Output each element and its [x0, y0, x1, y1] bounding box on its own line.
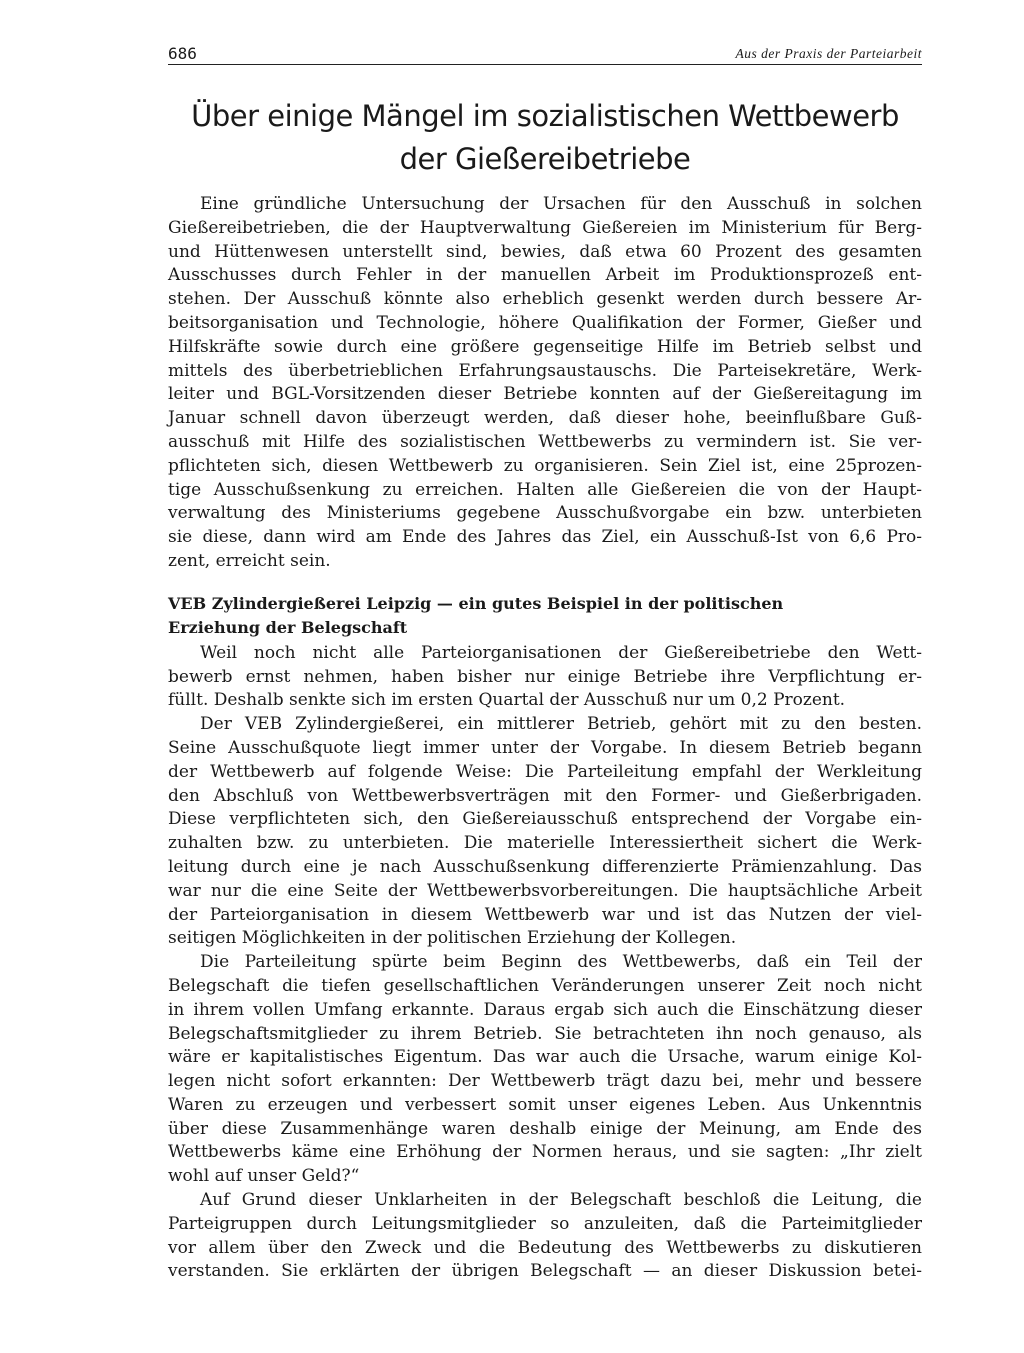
title-line: der Gießereibetriebe: [399, 142, 691, 176]
text-line: Weil noch nicht alle Parteiorganisationen der Gießereibetriebe den Wett-: [200, 642, 922, 663]
title-line: Über einige Mängel im sozialistischen Wettbewerb: [191, 99, 899, 133]
text-line: Die Parteileitung spürte beim Beginn des Wettbewerbs, daß ein Teil der: [200, 952, 922, 973]
text-line: der Parteiorganisation in diesem Wettbewerb war und ist das Nutzen der viel-: [168, 904, 922, 925]
text-line: verwaltung des Ministeriums gegebene Ausschußvorgabe ein bzw. unterbieten: [168, 503, 922, 524]
running-header: [168, 38, 922, 65]
text-line: Januar schnell davon überzeugt werden, daß dieser hohe, beeinflußbare Guß-: [168, 408, 922, 429]
intro-paragraph: [168, 193, 922, 574]
text-line: tige Ausschußsenkung zu erreichen. Halten alle Gießereien die von der Haupt-: [168, 479, 922, 500]
text-line: wohl auf unser Geld?“: [168, 1166, 360, 1187]
text-line: sie diese, dann wird am Ende des Jahres das Ziel, ein Ausschuß-Ist von 6,6 Pro-: [168, 527, 922, 548]
text-line: bewerb ernst nehmen, haben bisher nur einige Betriebe ihre Verpflichtung er-: [168, 666, 922, 687]
text-line: den Abschluß von Wettbewerbsverträgen mit den Former- und Gießerbrigaden.: [168, 785, 922, 806]
book-page: [168, 38, 922, 1284]
text-line: verstanden. Sie erklärten der übrigen Belegschaft — an dieser Diskussion betei-: [168, 1261, 922, 1282]
text-line: war nur die eine Seite der Wettbewerbsvorbereitungen. Die hauptsächliche Arbeit: [168, 880, 922, 901]
text-line: zuhalten bzw. zu unterbieten. Die materielle Interessiertheit sichert die Werk-: [168, 833, 922, 854]
body-paragraph-4: [168, 1189, 922, 1284]
text-line: wäre er kapitalistisches Eigentum. Das war auch die Ursache, warum einige Kol-: [168, 1047, 922, 1068]
body-paragraph-1: [168, 642, 922, 713]
text-line: über diese Zusammenhänge waren deshalb einige der Meinung, am Ende des: [168, 1118, 922, 1139]
running-title: Aus der Praxis der Parteiarbeit: [735, 46, 922, 61]
text-line: seitigen Möglichkeiten in der politischen Erziehung der Kollegen.: [168, 928, 737, 949]
text-line: Belegschaftsmitglieder zu ihrem Betrieb. Sie betrachteten ihn noch genauso, als: [168, 1023, 922, 1044]
text-line: leiter und BGL-Vorsitzenden dieser Betriebe konnten auf der Gießereitagung im: [168, 384, 922, 405]
text-line: legen nicht sofort erkannten: Der Wettbewerb trägt dazu bei, mehr und bessere: [168, 1071, 922, 1092]
section-subheading: [168, 592, 922, 640]
text-line: ausschuß mit Hilfe des sozialistischen Wettbewerbs zu vermindern ist. Sie ver-: [168, 431, 922, 452]
article-title: [168, 65, 922, 181]
text-line: Gießereibetrieben, die der Hauptverwaltung Gießereien im Ministerium für Berg-: [168, 217, 922, 238]
text-line: der Wettbewerb auf folgende Weise: Die Parteileitung empfahl der Werkleitung: [168, 761, 922, 782]
page-number: 686: [168, 44, 197, 63]
body-paragraph-2: [168, 713, 922, 951]
text-line: zent, erreicht sein.: [168, 550, 331, 571]
subheading-line: Erziehung der Belegschaft: [168, 617, 408, 637]
body-paragraph-3: [168, 951, 922, 1189]
text-line: beitsorganisation und Technologie, höhere Qualifikation der Former, Gießer und: [168, 312, 922, 333]
subheading-line: VEB Zylindergießerei Leipzig — ein gutes Beispiel in der politischen: [168, 593, 784, 613]
text-line: pflichteten sich, diesen Wettbewerb zu organisieren. Sein Ziel ist, eine 25prozen-: [168, 455, 922, 476]
text-line: Eine gründliche Untersuchung der Ursachen für den Ausschuß in solchen: [200, 194, 922, 214]
text-line: Waren zu erzeugen und verbessert somit unser eigenes Leben. Aus Unkenntnis: [168, 1094, 922, 1115]
text-line: Wettbewerbs käme eine Erhöhung der Normen heraus, und sie sagten: „Ihr zielt: [168, 1142, 922, 1163]
text-line: in ihrem vollen Umfang erkannte. Daraus ergab sich auch die Einschätzung dieser: [168, 999, 922, 1020]
text-line: Seine Ausschußquote liegt immer unter der Vorgabe. In diesem Betrieb begann: [168, 737, 922, 758]
text-line: Ausschusses durch Fehler in der manuellen Arbeit im Produktionsprozeß ent-: [168, 265, 922, 286]
text-line: Hilfskräfte sowie durch eine größere gegenseitige Hilfe im Betrieb selbst und: [168, 336, 922, 357]
text-line: füllt. Deshalb senkte sich im ersten Quartal der Ausschuß nur um 0,2 Prozent.: [168, 690, 846, 711]
text-line: Der VEB Zylindergießerei, ein mittlerer Betrieb, gehört mit zu den besten.: [200, 714, 922, 735]
text-line: vor allem über den Zweck und die Bedeutung des Wettbewerbs zu diskutieren: [168, 1237, 922, 1258]
text-line: und Hüttenwesen unterstellt sind, bewies, daß etwa 60 Prozent des gesamten: [168, 241, 922, 262]
text-line: Diese verpflichteten sich, den Gießereiausschuß entsprechend der Vorgabe ein-: [168, 809, 922, 830]
text-line: Belegschaft die tiefen gesellschaftlichen Veränderungen unserer Zeit noch nicht: [168, 975, 922, 996]
text-line: Parteigruppen durch Leitungsmitglieder so anzuleiten, daß die Parteimitglieder: [168, 1213, 922, 1234]
text-line: mittels des überbetrieblichen Erfahrungsaustauschs. Die Parteisekretäre, Werk-: [168, 360, 922, 381]
text-line: stehen. Der Ausschuß könnte also erheblich gesenkt werden durch bessere Ar-: [168, 289, 922, 310]
text-line: Auf Grund dieser Unklarheiten in der Belegschaft beschloß die Leitung, die: [200, 1190, 922, 1211]
text-line: leitung durch eine je nach Ausschußsenkung differenzierte Prämienzahlung. Das: [168, 856, 922, 877]
